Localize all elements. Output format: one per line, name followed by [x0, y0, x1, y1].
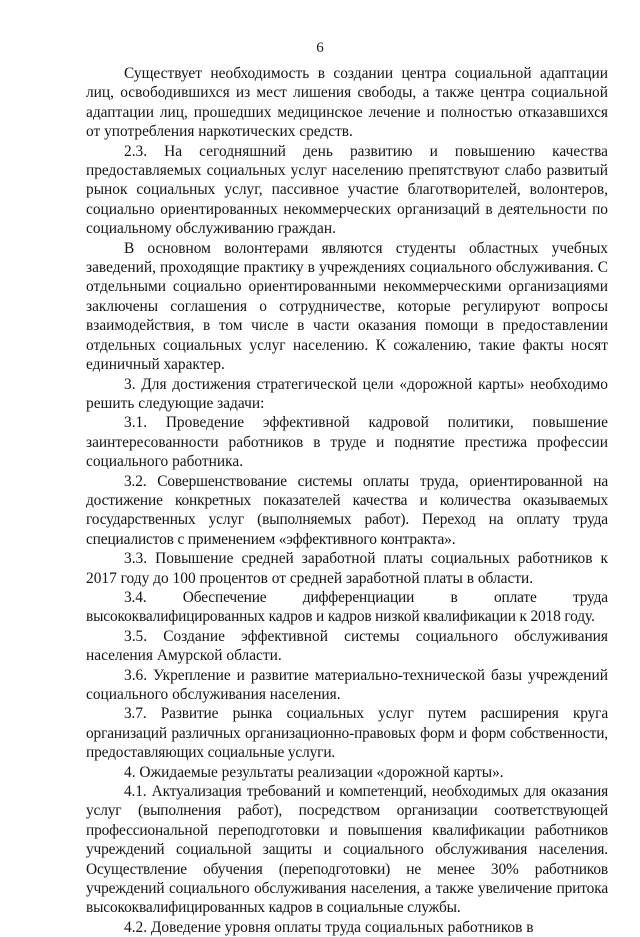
paragraph-3-2: 3.2. Совершенствование системы оплаты труда, ориентированной на достижение конкретных показателей качества и количества оказываемых государственных услуг (выполняемых работ). Переход на оплату труда специалистов с применением «эффективного контракта». — [86, 472, 608, 548]
paragraph-3-6: 3.6. Укрепление и развитие материально-технической базы учреждений социального обслуживания населения. — [86, 666, 608, 703]
paragraph-3-1: 3.1. Проведение эффективной кадровой политики, повышение заинтересованности работников в труде и поднятие престижа профессии социального работника. — [86, 414, 608, 471]
paragraph-3-5: 3.5. Создание эффективной системы социального обслуживания населения Амурской области. — [86, 627, 608, 665]
document-body — [86, 64, 608, 937]
page-number: 6 — [316, 40, 324, 56]
paragraph-3-tasks: 3. Для достижения стратегической цели «дорожной карты» необходимо решить следующие задачи: — [86, 375, 608, 412]
paragraph-adaptation-centers: Существует необходимость в создании центра социальной адаптации лиц, освободившихся из мест лишения свободы, а также центра социальной адаптации лиц, прошедших медицинское лечение и полностью отказавшихся от употребления наркотических средств. — [86, 65, 608, 141]
paragraph-4-results: 4. Ожидаемые результаты реализации «дорожной карты». — [124, 763, 504, 781]
paragraph-4-1: 4.1. Актуализация требований и компетенций, необходимых для оказания услуг (выполнения работ), посредством организации соответствующей профессиональной переподготовки и повышения квалификации работников учреждений социальной защиты и социального обслуживания населения. Осуществление обучения (переподготовки) не менее 30% работников учреждений социального обслуживания населения, а также увеличение притока высококвалифицированных кадров в социальные службы. — [86, 783, 608, 917]
paragraph-4-2: 4.2. Доведение уровня оплаты труда социальных работников в — [124, 918, 534, 936]
paragraph-3-4: 3.4. Обеспечение дифференциации в оплате труда высококвалифицированных кадров и кадров низкой квалификации к 2018 году. — [86, 588, 608, 626]
paragraph-3-3: 3.3. Повышение средней заработной платы социальных работников к 2017 году до 100 процентов от средней заработной платы в области. — [86, 550, 608, 587]
paragraph-3-7: 3.7. Развитие рынка социальных услуг путем расширения круга организаций различных организационно-правовых форм и форм собственности, предоставляющих социальные услуги. — [86, 705, 608, 762]
paragraph-2-3: 2.3. На сегодняшний день развитию и повышению качества предоставляемых социальных услуг населению препятствуют слабо развитый рынок социальных услуг, пассивное участие благотворителей, волонтеров, социально ориентированных некоммерческих организаций в деятельности по социальному обслуживанию граждан. — [86, 142, 608, 238]
paragraph-volunteers: В основном волонтерами являются студенты областных учебных заведений, проходящие практику в учреждениях социального обслуживания. С отдельными социально ориентированными некоммерческими организациями заключены соглашения о сотрудничестве, которые регулируют вопросы взаимодействия, в том числе в части оказания помощи в предоставлении отдельных социальных услуг населению. К сожалению, такие факты носят единичный характер. — [86, 239, 608, 374]
